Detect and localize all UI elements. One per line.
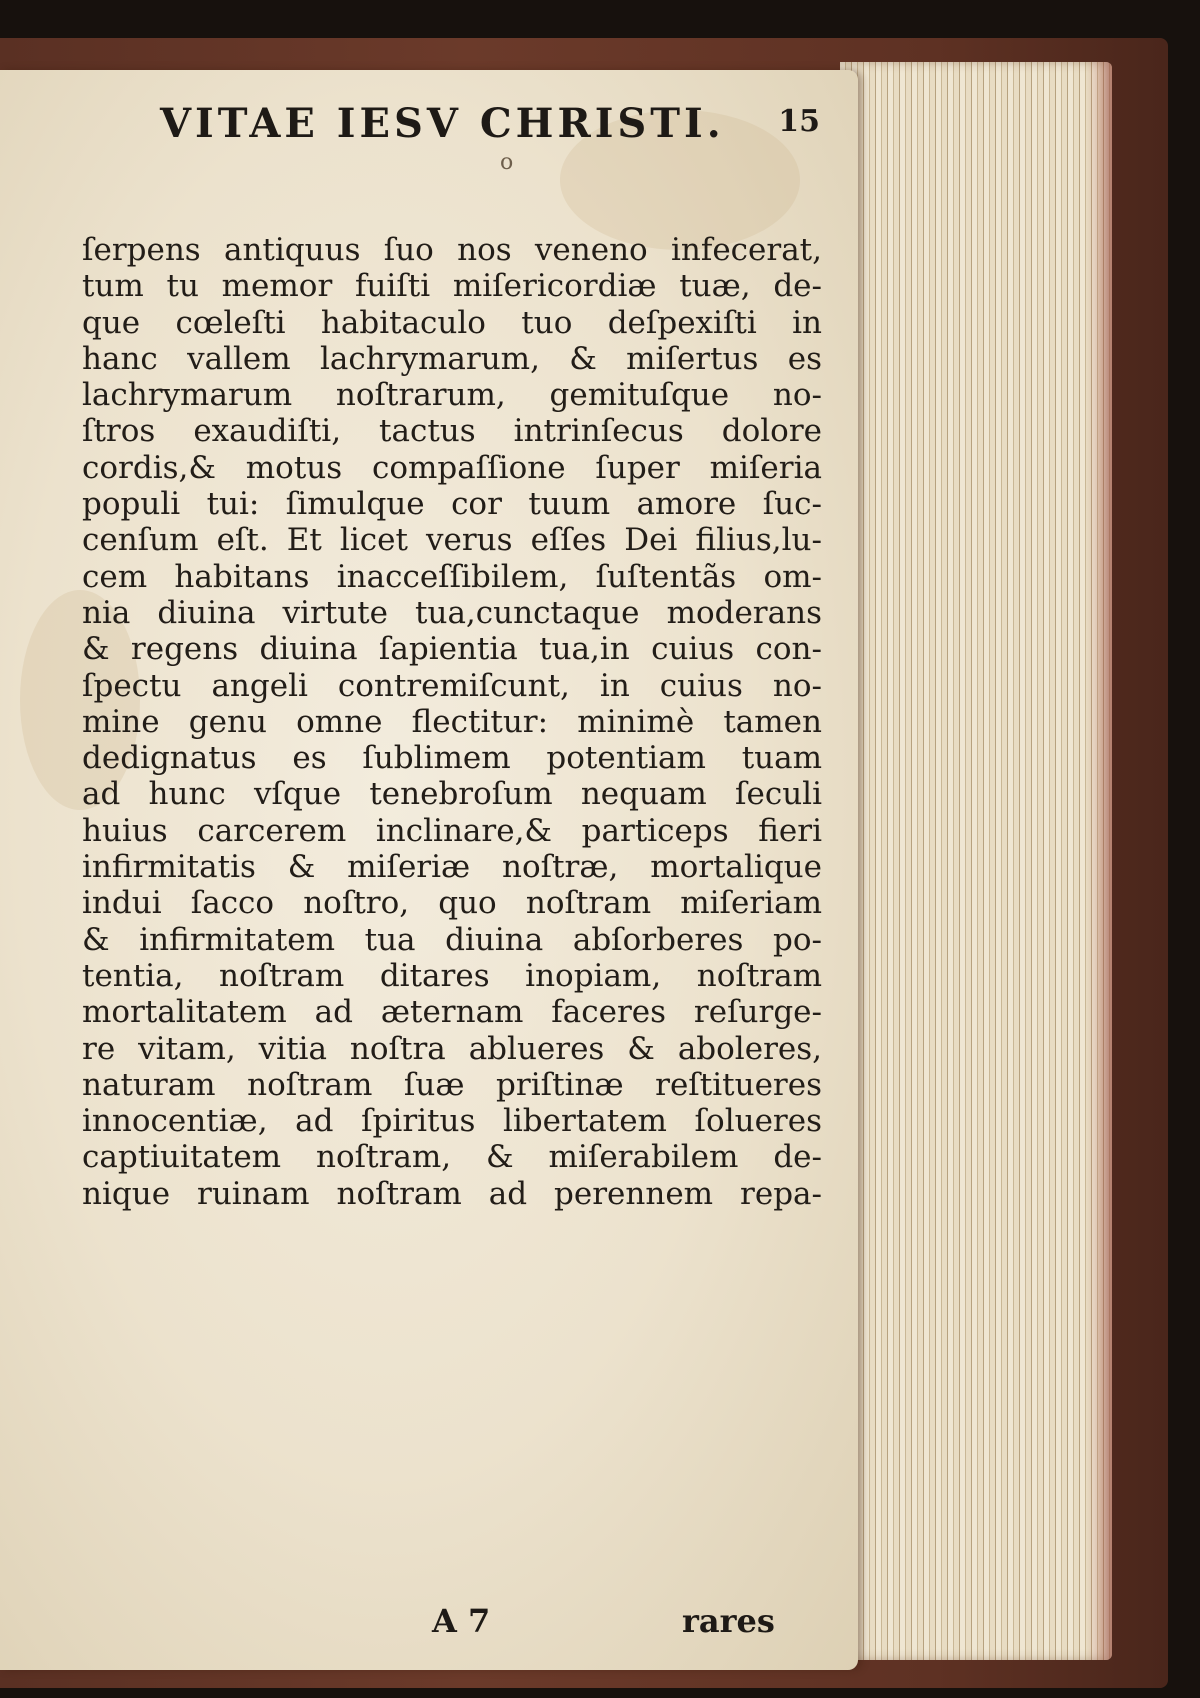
page-header [160,100,820,160]
text-line: cenſum eſt. Et licet verus eſſes Dei filius,lu- [82,522,822,559]
page-footer [82,1602,782,1642]
text-line: & infirmitatem tua diuina abſorberes po- [82,921,822,958]
text-line: cordis,& motus compaſſione ſuper miſeria [82,449,822,486]
catchword: rares [682,1602,775,1640]
text-line: populi tui: ſimulque cor tuum amore ſuc- [82,486,822,523]
ornament-mark: o [500,150,514,175]
page-number: 15 [778,104,820,139]
signature-mark: A 7 [432,1602,491,1640]
text-line: mortalitatem ad æternam faceres reſurge- [82,994,822,1031]
text-line: infirmitatis & miſeriæ noſtræ, mortalique [82,849,822,886]
text-line: naturam noſtram ſuæ priſtinæ reſtitueres [82,1066,822,1103]
text-line: huius carcerem inclinare,& particeps fieri [82,812,822,849]
text-line: captiuitatem noſtram, & miſerabilem de- [82,1139,822,1176]
text-line: ſtros exaudiſti, tactus intrinſecus dolore [82,413,822,450]
text-line: tentia, noſtram ditares inopiam, noſtram [82,957,822,994]
text-line: cem habitans inacceſſibilem, ſuſtentãs om- [82,558,822,595]
text-line: innocentiæ, ad ſpiritus libertatem ſolueres [82,1103,822,1140]
text-line: & regens diuina ſapientia tua,in cuius con- [82,631,822,668]
text-line: lachrymarum noſtrarum, gemituſque no- [82,377,822,414]
text-line: ad hunc vſque tenebroſum nequam ſeculi [82,776,822,813]
page-edges [840,62,1112,1660]
text-line: ſerpens antiquus ſuo nos veneno infecerat, [82,232,822,268]
text-line: tum tu memor fuiſti miſericordiæ tuæ, de- [82,268,822,305]
text-line: ſpectu angeli contremiſcunt, in cuius no- [82,667,822,704]
text-line: nique ruinam noſtram ad perennem repa- [82,1175,822,1212]
text-line: que cœleſti habitaculo tuo deſpexiſti in [82,304,822,341]
body-text [82,232,822,1212]
text-line: hanc vallem lachrymarum, & miſertus es [82,340,822,377]
text-line: mine genu omne flectitur: minimè tamen [82,703,822,740]
text-line: nia diuina virtute tua,cunctaque moderans [82,594,822,631]
text-line: dedignatus es ſublimem potentiam tuam [82,740,822,777]
running-title: VITAE IESV CHRISTI. [160,100,725,147]
text-line: re vitam, vitia noſtra ablueres & aboleres, [82,1030,822,1067]
text-line: indui ſacco noſtro, quo noſtram miſeriam [82,885,822,922]
